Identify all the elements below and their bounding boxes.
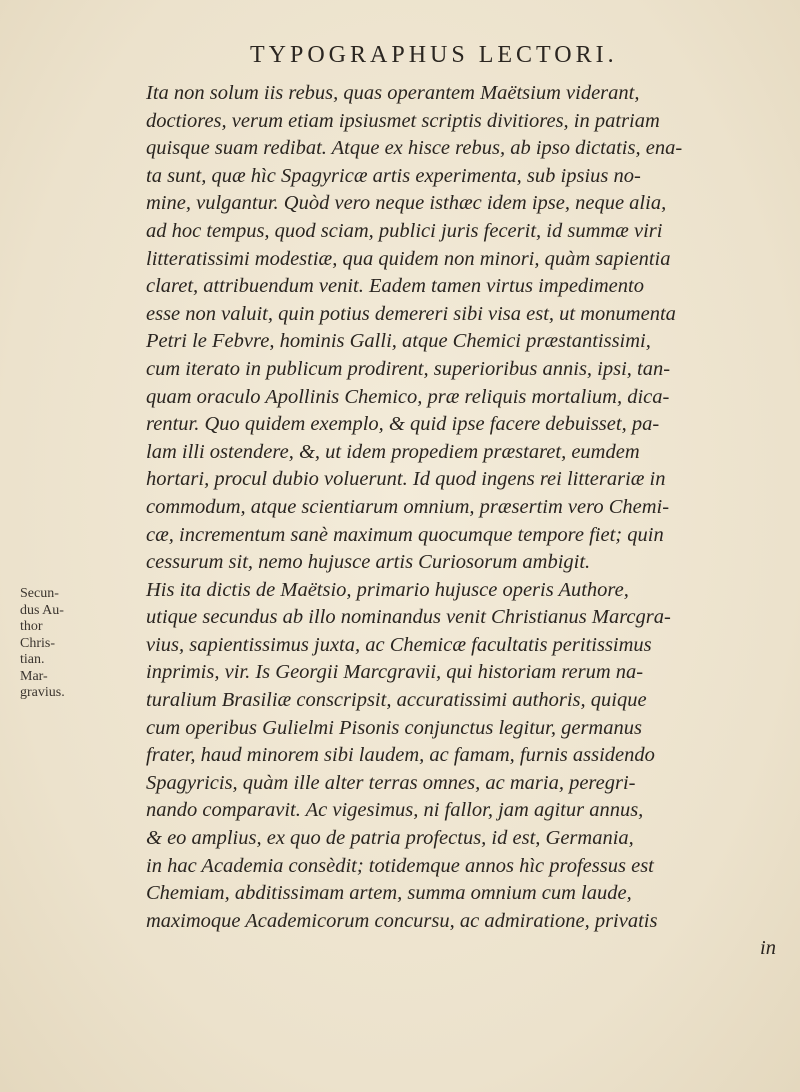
page-header: TYPOGRAPHUS LECTORI. — [250, 42, 618, 68]
text-line: turalium Brasiliæ conscripsit, accuratissimi authoris, quique — [146, 689, 647, 712]
margin-note-line: Secun- — [20, 586, 59, 601]
text-line: utique secundus ab illo nominandus venit Christianus Marcgra- — [146, 606, 671, 629]
text-line: Spagyricis, quàm ille alter terras omnes, ac maria, peregri- — [146, 771, 636, 794]
text-line: frater, haud minorem sibi laudem, ac famam, furnis assidendo — [146, 744, 655, 767]
text-line: litteratissimi modestiæ, qua quidem non minori, quàm sapientia — [146, 247, 671, 270]
catchword: in — [760, 937, 776, 960]
text-line: lam illi ostendere, &, ut idem propediem præstaret, eumdem — [146, 440, 640, 463]
margin-note-line: dus Au- — [20, 602, 64, 618]
text-line: ad hoc tempus, quod sciam, publici juris fecerit, id summæ viri — [146, 219, 663, 242]
margin-note-line: gravius. — [20, 685, 65, 700]
text-line: cum operibus Gulielmi Pisonis conjunctus legitur, germanus — [146, 716, 642, 739]
text-line: commodum, atque scientiarum omnium, præsertim vero Chemi- — [146, 495, 670, 518]
text-line: Ita non solum iis rebus, quas operantem Maëtsium viderant, — [146, 82, 640, 104]
text-line: vius, sapientissimus juxta, ac Chemicæ facultatis peritissimus — [146, 633, 652, 656]
text-line: mine, vulgantur. Quòd vero neque isthæc idem ipse, neque alia, — [146, 192, 667, 215]
text-line: claret, attribuendum venit. Eadem tamen virtus impedimento — [146, 275, 644, 298]
text-line: quisque suam redibat. Atque ex hisce rebus, ab ipso dictatis, ena- — [146, 137, 683, 160]
main-text-block — [146, 80, 776, 963]
text-line: cum iterato in publicum prodirent, superioribus annis, ipsi, tan- — [146, 357, 671, 380]
margin-note-line: thor — [20, 619, 43, 634]
text-line: nando comparavit. Ac vigesimus, ni fallor, jam agitur annus, — [146, 799, 644, 822]
text-line: Petri le Febvre, hominis Galli, atque Chemici præstantissimi, — [146, 330, 651, 353]
text-line: Chemiam, abditissimam artem, summa omnium cum laude, — [146, 882, 632, 905]
text-line: in hac Academia consèdit; totidemque annos hìc professus est — [146, 854, 654, 877]
text-line: hortari, procul dubio voluerunt. Id quod ingens rei litterariæ in — [146, 468, 666, 491]
text-line: esse non valuit, quin potius demereri sibi visa est, ut monumenta — [146, 302, 676, 325]
text-line: & eo amplius, ex quo de patria profectus, id est, Germania, — [146, 827, 634, 850]
margin-note-line: tian. — [20, 652, 45, 667]
text-line: His ita dictis de Maëtsio, primario hujusce operis Authore, — [146, 578, 629, 601]
text-line: ta sunt, quæ hìc Spagyricæ artis experimenta, sub ipsius no- — [146, 164, 641, 187]
text-line: maximoque Academicorum concursu, ac admiratione, privatis — [146, 909, 658, 932]
margin-note-line: Chris- — [20, 635, 55, 651]
text-line: cessurum sit, nemo hujusce artis Curiosorum ambigit. — [146, 551, 591, 574]
text-line: inprimis, vir. Is Georgii Marcgravii, qui historiam rerum na- — [146, 661, 644, 684]
text-line: rentur. Quo quidem exemplo, & quid ipse facere debuisset, pa- — [146, 413, 660, 436]
text-line: quam oraculo Apollinis Chemico, præ reliquis mortalium, dica- — [146, 385, 670, 408]
margin-note-line: Mar- — [20, 668, 48, 684]
text-line: doctiores, verum etiam ipsiusmet scriptis divitiores, in patriam — [146, 109, 660, 132]
text-line: cæ, incrementum sanè maximum quocumque tempore fiet; quin — [146, 523, 664, 546]
margin-note — [20, 586, 80, 702]
